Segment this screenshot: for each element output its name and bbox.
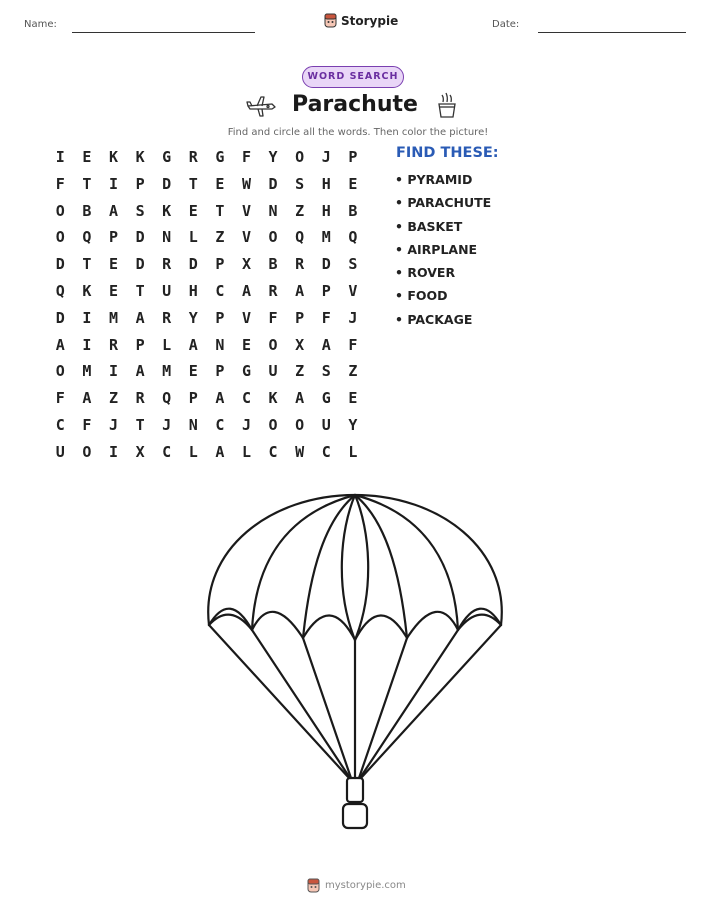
grid-letter[interactable]: O [268, 228, 278, 247]
grid-letter[interactable]: L [188, 442, 198, 461]
grid-letter[interactable]: A [215, 389, 225, 408]
name-line[interactable] [72, 32, 255, 33]
food-pot-icon [436, 90, 458, 120]
name-label: Name: [24, 19, 57, 30]
grid-letter[interactable]: C [215, 281, 225, 300]
grid-letter[interactable]: N [268, 201, 278, 220]
grid-letter[interactable]: Q [348, 228, 358, 247]
grid-letter[interactable]: O [268, 415, 278, 434]
airplane-icon [245, 94, 277, 118]
grid-letter[interactable]: Y [348, 415, 358, 434]
word-item: • PACKAGE [395, 312, 491, 335]
find-these-heading: FIND THESE: [396, 145, 499, 161]
word-search-badge: WORD SEARCH [302, 66, 404, 88]
word-item: • FOOD [395, 288, 491, 311]
grid-letter[interactable]: E [188, 201, 198, 220]
grid-letter[interactable]: A [108, 201, 118, 220]
grid-letter[interactable]: L [348, 442, 358, 461]
word-item: • ROVER [395, 265, 491, 288]
grid-letter[interactable]: W [295, 442, 305, 461]
grid-letter[interactable]: J [162, 415, 172, 434]
grid-letter[interactable]: U [268, 362, 278, 381]
grid-letter[interactable]: A [135, 362, 145, 381]
grid-letter[interactable]: C [162, 442, 172, 461]
storypie-mascot-icon [307, 878, 320, 893]
grid-letter[interactable]: L [241, 442, 251, 461]
grid-letter[interactable]: E [241, 335, 251, 354]
grid-letter[interactable]: S [135, 201, 145, 220]
grid-letter[interactable]: M [162, 362, 172, 381]
date-line[interactable] [538, 32, 686, 33]
grid-letter[interactable]: A [321, 335, 331, 354]
grid-letter[interactable]: Z [295, 201, 305, 220]
grid-letter[interactable]: D [321, 255, 331, 274]
grid-letter[interactable]: E [348, 174, 358, 193]
grid-letter[interactable]: C [268, 442, 278, 461]
brand-name: Storypie [341, 13, 399, 28]
grid-letter[interactable]: V [241, 228, 251, 247]
grid-letter[interactable]: G [162, 148, 172, 166]
grid-letter[interactable]: T [215, 201, 225, 220]
grid-letter[interactable]: F [82, 415, 92, 434]
grid-letter[interactable]: F [321, 308, 331, 327]
grid-letter[interactable]: V [241, 201, 251, 220]
footer-url[interactable]: mystorypie.com [325, 880, 406, 891]
word-item: • BASKET [395, 219, 491, 242]
grid-letter[interactable]: S [348, 255, 358, 274]
footer [307, 878, 406, 893]
grid-letter[interactable]: Z [348, 362, 358, 381]
grid-letter[interactable]: O [82, 442, 92, 461]
grid-letter[interactable]: P [215, 308, 225, 327]
grid-letter[interactable]: E [82, 148, 92, 166]
grid-letter[interactable]: M [82, 362, 92, 381]
grid-letter[interactable]: I [55, 148, 65, 166]
grid-letter[interactable]: I [82, 335, 92, 354]
grid-letter[interactable]: I [108, 174, 118, 193]
grid-letter[interactable]: R [268, 281, 278, 300]
grid-letter[interactable]: A [215, 442, 225, 461]
grid-letter[interactable]: K [268, 389, 278, 408]
grid-letter[interactable]: U [162, 281, 172, 300]
grid-letter[interactable]: M [321, 228, 331, 247]
grid-letter[interactable]: P [135, 335, 145, 354]
grid-letter[interactable]: A [295, 389, 305, 408]
grid-letter[interactable]: K [135, 148, 145, 166]
grid-letter[interactable]: Q [162, 389, 172, 408]
grid-letter[interactable]: H [321, 174, 331, 193]
grid-letter[interactable]: A [295, 281, 305, 300]
grid-letter[interactable]: J [241, 415, 251, 434]
parachute-illustration[interactable] [200, 490, 510, 835]
grid-letter[interactable]: D [135, 255, 145, 274]
grid-letter[interactable]: M [108, 308, 118, 327]
grid-letter[interactable]: P [215, 255, 225, 274]
grid-letter[interactable]: T [82, 174, 92, 193]
grid-letter[interactable]: P [321, 281, 331, 300]
grid-letter[interactable]: C [55, 415, 65, 434]
grid-letter[interactable]: N [215, 335, 225, 354]
grid-letter[interactable]: X [241, 255, 251, 274]
grid-letter[interactable]: U [321, 415, 331, 434]
grid-letter[interactable]: A [188, 335, 198, 354]
letter-grid[interactable] [47, 148, 366, 470]
grid-letter[interactable]: Z [295, 362, 305, 381]
grid-letter[interactable]: P [215, 362, 225, 381]
grid-letter[interactable]: R [188, 148, 198, 166]
storypie-mascot-icon [324, 13, 337, 28]
grid-letter[interactable]: P [348, 148, 358, 166]
grid-letter[interactable]: V [241, 308, 251, 327]
grid-letter[interactable]: R [108, 335, 118, 354]
grid-letter[interactable]: J [108, 415, 118, 434]
grid-letter[interactable]: U [55, 442, 65, 461]
word-item: • AIRPLANE [395, 242, 491, 265]
grid-letter[interactable]: W [241, 174, 251, 193]
grid-letter[interactable]: C [321, 442, 331, 461]
grid-letter[interactable]: L [162, 335, 172, 354]
word-item: • PYRAMID [395, 172, 491, 195]
grid-letter[interactable]: Z [108, 389, 118, 408]
grid-letter[interactable]: P [135, 174, 145, 193]
grid-letter[interactable]: F [348, 335, 358, 354]
grid-letter[interactable]: I [82, 308, 92, 327]
grid-letter[interactable]: G [215, 148, 225, 166]
grid-letter[interactable]: N [162, 228, 172, 247]
grid-letter[interactable]: O [55, 228, 65, 247]
grid-letter[interactable]: Y [188, 308, 198, 327]
grid-letter[interactable]: Y [268, 148, 278, 166]
grid-letter[interactable]: R [162, 255, 172, 274]
grid-letter[interactable]: T [188, 174, 198, 193]
word-item: • PARACHUTE [395, 195, 491, 218]
grid-letter[interactable]: R [162, 308, 172, 327]
grid-letter[interactable]: K [82, 281, 92, 300]
grid-letter[interactable]: P [188, 389, 198, 408]
grid-letter[interactable]: A [82, 389, 92, 408]
grid-letter[interactable]: T [82, 255, 92, 274]
grid-letter[interactable]: A [55, 335, 65, 354]
grid-letter[interactable]: O [295, 148, 305, 166]
grid-letter[interactable]: C [241, 389, 251, 408]
date-label: Date: [492, 19, 520, 30]
grid-letter[interactable]: C [215, 415, 225, 434]
grid-letter[interactable]: E [188, 362, 198, 381]
grid-letter[interactable]: J [348, 308, 358, 327]
grid-letter[interactable]: B [82, 201, 92, 220]
grid-letter[interactable]: P [108, 228, 118, 247]
grid-letter[interactable]: D [135, 228, 145, 247]
grid-letter[interactable]: F [268, 308, 278, 327]
grid-letter[interactable]: B [268, 255, 278, 274]
grid-letter[interactable]: E [108, 255, 118, 274]
grid-letter[interactable]: G [321, 389, 331, 408]
grid-letter[interactable]: A [241, 281, 251, 300]
grid-letter[interactable]: D [55, 255, 65, 274]
grid-letter[interactable]: O [55, 201, 65, 220]
grid-letter[interactable]: I [108, 442, 118, 461]
grid-letter[interactable]: R [295, 255, 305, 274]
grid-letter[interactable]: D [188, 255, 198, 274]
grid-letter[interactable]: F [241, 148, 251, 166]
grid-letter[interactable]: B [348, 201, 358, 220]
instructions: Find and circle all the words. Then color the picture! [227, 127, 489, 138]
grid-letter[interactable]: D [55, 308, 65, 327]
grid-letter[interactable]: T [135, 415, 145, 434]
grid-letter[interactable]: X [135, 442, 145, 461]
grid-letter[interactable]: K [108, 148, 118, 166]
page-title: Parachute [292, 92, 418, 117]
grid-letter[interactable]: E [108, 281, 118, 300]
grid-letter[interactable]: F [55, 174, 65, 193]
grid-letter[interactable]: V [348, 281, 358, 300]
grid-letter[interactable]: R [135, 389, 145, 408]
word-list [395, 172, 491, 335]
grid-letter[interactable]: G [241, 362, 251, 381]
grid-letter[interactable]: H [321, 201, 331, 220]
grid-letter[interactable]: Q [82, 228, 92, 247]
grid-letter[interactable]: O [55, 362, 65, 381]
grid-letter[interactable]: Q [55, 281, 65, 300]
grid-letter[interactable]: D [162, 174, 172, 193]
grid-letter[interactable]: O [268, 335, 278, 354]
grid-letter[interactable]: E [215, 174, 225, 193]
grid-letter[interactable]: S [321, 362, 331, 381]
grid-letter[interactable]: I [108, 362, 118, 381]
grid-letter[interactable]: Q [295, 228, 305, 247]
grid-letter[interactable]: D [268, 174, 278, 193]
grid-letter[interactable]: L [188, 228, 198, 247]
grid-letter[interactable]: J [321, 148, 331, 166]
grid-letter[interactable]: K [162, 201, 172, 220]
grid-letter[interactable]: T [135, 281, 145, 300]
grid-letter[interactable]: S [295, 174, 305, 193]
grid-letter[interactable]: N [188, 415, 198, 434]
grid-letter[interactable]: X [295, 335, 305, 354]
grid-letter[interactable]: E [348, 389, 358, 408]
grid-letter[interactable]: A [135, 308, 145, 327]
grid-letter[interactable]: Z [215, 228, 225, 247]
grid-letter[interactable]: O [295, 415, 305, 434]
grid-letter[interactable]: H [188, 281, 198, 300]
grid-letter[interactable]: P [295, 308, 305, 327]
grid-letter[interactable]: F [55, 389, 65, 408]
brand-logo [324, 13, 398, 28]
